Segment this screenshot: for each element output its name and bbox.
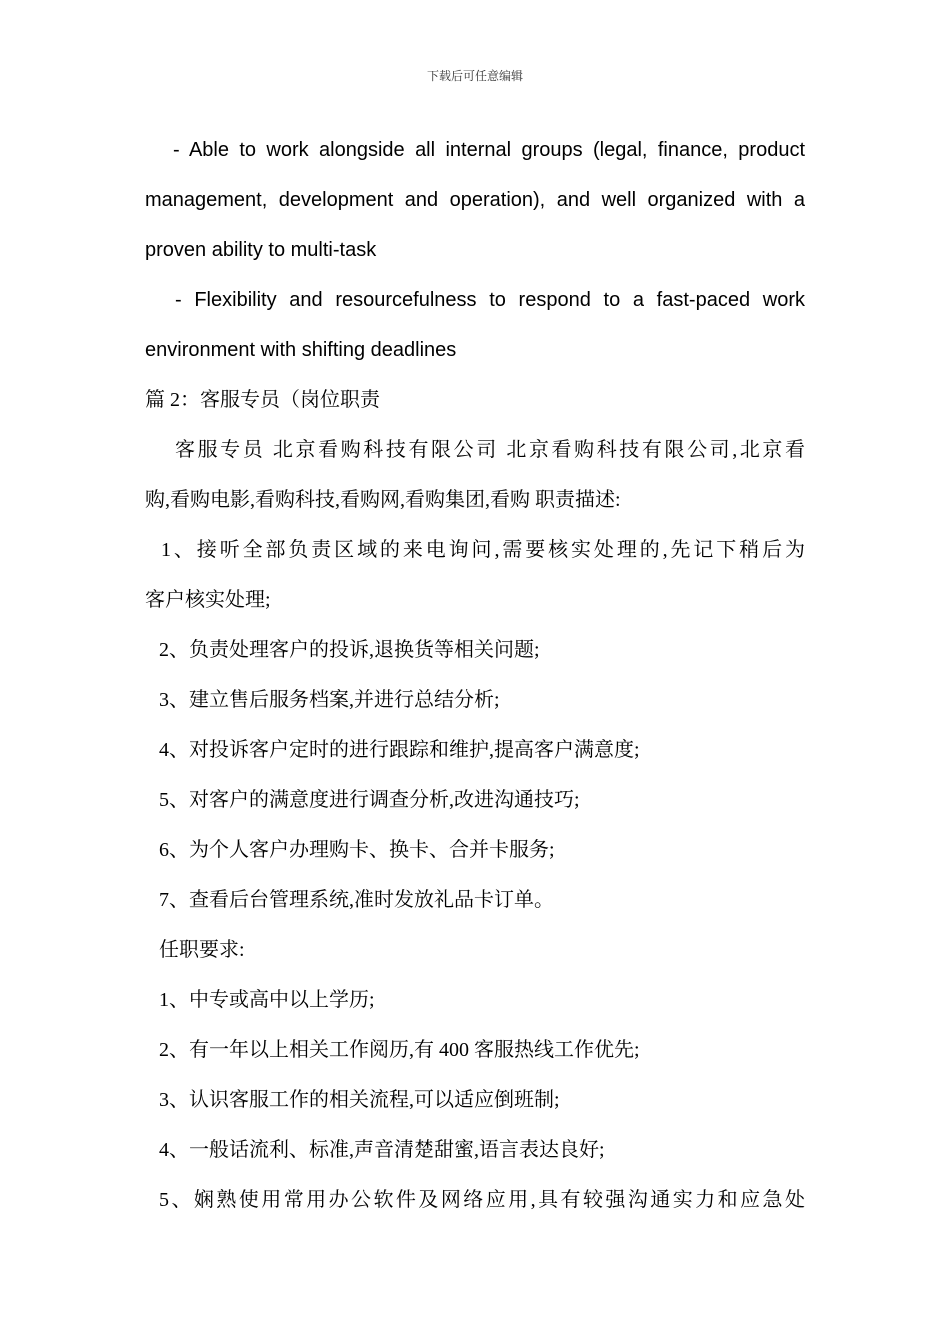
subsection-heading: 任职要求: <box>159 939 245 961</box>
list-item: 2、负责处理客户的投诉,退换货等相关问题; <box>159 639 540 661</box>
list-item: 7、查看后台管理系统,准时发放礼品卡订单。 <box>159 889 554 911</box>
paragraph-line: environment with shifting deadlines <box>145 339 457 361</box>
list-item: 2、有一年以上相关工作阅历,有 400 客服热线工作优先; <box>159 1039 640 1061</box>
list-item: 6、为个人客户办理购卡、换卡、合并卡服务; <box>159 839 555 861</box>
list-item: 1、接听全部负责区域的来电询问,需要核实处理的,先记下稍后为 <box>161 539 805 561</box>
paragraph-line: 客服专员 北京看购科技有限公司 北京看购科技有限公司,北京看 <box>175 439 805 461</box>
list-item: 1、中专或高中以上学历; <box>159 989 375 1011</box>
paragraph-line: 购,看购电影,看购科技,看购网,看购集团,看购 职责描述: <box>145 489 621 511</box>
list-item: 5、对客户的满意度进行调查分析,改进沟通技巧; <box>159 789 580 811</box>
paragraph-line: management, development and operation), and well organized with a <box>145 189 805 211</box>
page-header: 下载后可任意编辑 <box>426 69 523 83</box>
list-item: 3、认识客服工作的相关流程,可以适应倒班制; <box>159 1089 560 1111</box>
section-heading: 篇 2：客服专员（岗位职责 <box>145 389 380 411</box>
paragraph-line: - Able to work alongside all internal groups (legal, finance, product <box>173 139 805 161</box>
paragraph-line: proven ability to multi-task <box>145 239 377 261</box>
list-item: 3、建立售后服务档案,并进行总结分析; <box>159 689 500 711</box>
document-body <box>145 125 805 1225</box>
list-item: 4、对投诉客户定时的进行跟踪和维护,提高客户满意度; <box>159 739 640 761</box>
list-item-continuation: 客户核实处理; <box>145 589 271 611</box>
paragraph-line: - Flexibility and resourcefulness to respond to a fast-paced work <box>175 289 805 311</box>
list-item: 5、娴熟使用常用办公软件及网络应用,具有较强沟通实力和应急处 <box>159 1189 805 1211</box>
list-item: 4、一般话流利、标准,声音清楚甜蜜,语言表达良好; <box>159 1139 605 1161</box>
